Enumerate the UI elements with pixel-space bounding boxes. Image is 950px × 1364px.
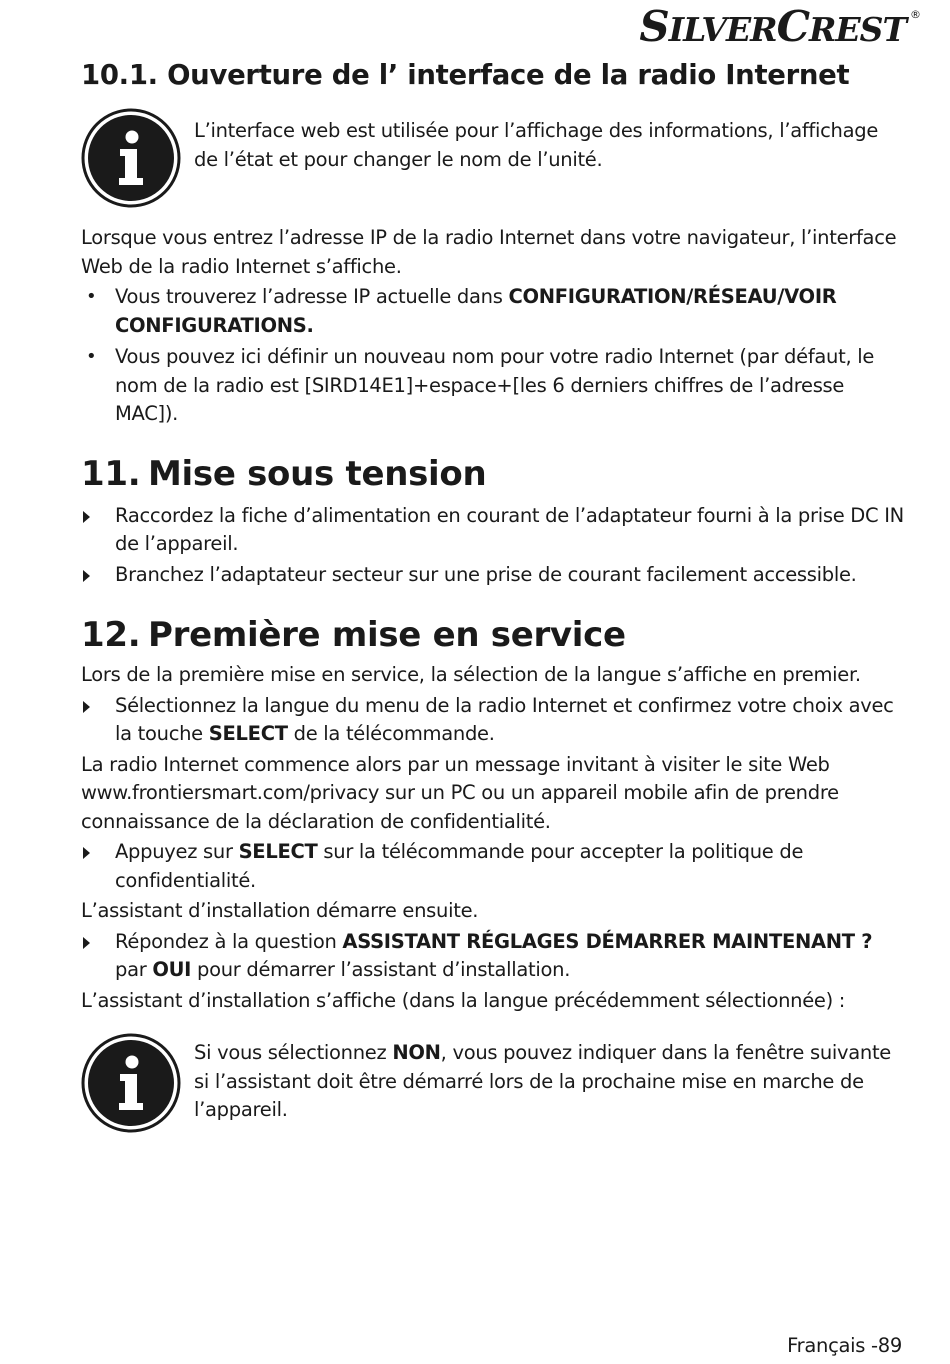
- paragraph: L’assistant d’installation démarre ensuite.: [81, 899, 479, 922]
- arrow-icon: [83, 701, 90, 713]
- step-list: [81, 502, 906, 590]
- section-11-heading: 11. Mise sous tension: [81, 453, 487, 494]
- step-list: [81, 928, 906, 985]
- page-number: Français -89: [787, 1334, 902, 1357]
- silvercrest-logo: SILVERCREST ®: [639, 2, 920, 51]
- list-item: Branchez l’adaptateur secteur sur une prise de courant facilement accessible.: [81, 561, 906, 590]
- paragraph: L’assistant d’installation s’affiche (dans la langue précédemment sélectionnée) :: [81, 988, 846, 1012]
- section-10-1-heading: 10.1. Ouverture de l’ interface de la radio Internet: [81, 59, 850, 91]
- paragraph: Lors de la première mise en service, la sélection de la langue s’affiche en premier.: [81, 663, 861, 686]
- paragraph: La radio Internet commence alors par un message invitant à visiter le site Web www.frontiersmart.com/privacy sur un PC ou un appareil mobile afin de prendre connaissance de la déclaration de confidentialité.: [81, 752, 839, 833]
- arrow-icon: [83, 570, 90, 582]
- info-text: L’interface web est utilisée pour l’affichage des informations, l’affichage de l’état et pour changer le nom de l’unité.: [194, 119, 879, 171]
- intro-paragraph: Lorsque vous entrez l’adresse IP de la radio Internet dans votre navigateur, l’interface Web de la radio Internet s’affiche.: [81, 226, 897, 278]
- list-item: Appuyez sur SELECT sur la télécommande pour accepter la politique de confidentialité.: [81, 838, 906, 895]
- info-note: [81, 108, 906, 208]
- bullet-list: [81, 283, 906, 429]
- list-item: Raccordez la fiche d’alimentation en courant de l’adaptateur fourni à la prise DC IN de l’appareil.: [81, 502, 906, 559]
- step-list: [81, 838, 906, 895]
- arrow-icon: [83, 847, 90, 859]
- arrow-icon: [83, 937, 90, 949]
- list-item: Répondez à la question ASSISTANT RÉGLAGES DÉMARRER MAINTENANT ? par OUI pour démarrer l’assistant d’installation.: [81, 928, 906, 985]
- arrow-icon: [83, 511, 90, 523]
- step-list: [81, 692, 906, 749]
- list-item: • Vous trouverez l’adresse IP actuelle dans CONFIGURATION/RÉSEAU/VOIR CONFIGURATIONS.: [86, 285, 837, 337]
- info-text: Si vous sélectionnez NON, vous pouvez indiquer dans la fenêtre suivante si l’assistant doit être démarré lors de la prochaine mise en marche de l’appareil.: [194, 1041, 891, 1121]
- list-item: Sélectionnez la langue du menu de la radio Internet et confirmez votre choix avec la touche SELECT de la télécommande.: [81, 692, 906, 749]
- list-item: • Vous pouvez ici définir un nouveau nom pour votre radio Internet (par défaut, le nom de la radio est [SIRD14E1]+espace+[les 6 derniers chiffres de l’adresse MAC]).: [86, 345, 875, 425]
- info-note: [81, 1033, 906, 1133]
- section-12-heading: 12. Première mise en service: [81, 615, 626, 655]
- info-icon: [81, 108, 181, 208]
- info-icon: [81, 1033, 181, 1133]
- page-content: [81, 56, 906, 1133]
